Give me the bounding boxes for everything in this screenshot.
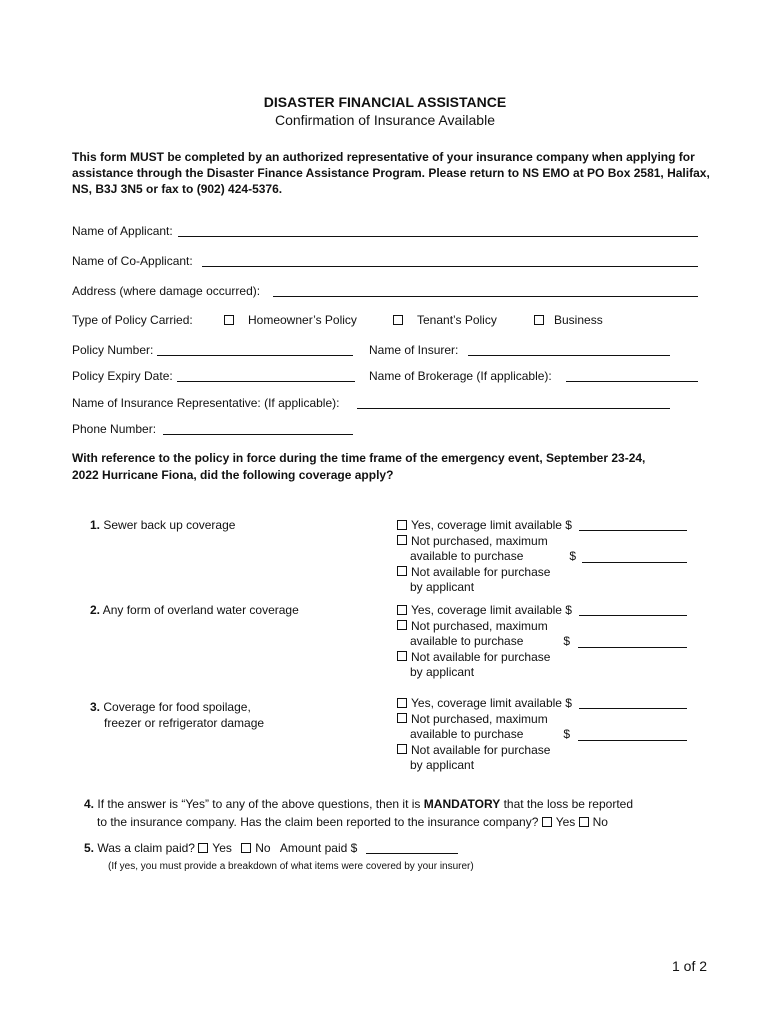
- checkbox-icon[interactable]: [397, 535, 407, 545]
- q2-not-purchased-option[interactable]: Not purchased, maximum: [397, 619, 572, 635]
- phone-field[interactable]: [163, 434, 353, 435]
- q2-options: Yes, coverage limit available $ Not purchased, maximum available to purchase $ Not available for purchase by applicant: [397, 603, 572, 681]
- q4-no-option[interactable]: No: [579, 815, 608, 829]
- homeowner-option[interactable]: Homeowner’s Policy: [224, 313, 357, 327]
- q3-yes-option[interactable]: Yes, coverage limit available $: [397, 696, 572, 712]
- question-5: 5. Was a claim paid? Yes No Amount paid $: [84, 841, 358, 855]
- question-1: 1. Sewer back up coverage: [90, 518, 236, 532]
- q5-amount-field[interactable]: [366, 853, 458, 854]
- co-applicant-label: Name of Co-Applicant:: [72, 254, 193, 268]
- policy-number-label: Policy Number:: [72, 343, 154, 357]
- co-applicant-field[interactable]: [202, 266, 698, 267]
- checkbox-icon[interactable]: [198, 843, 208, 853]
- checkbox-icon[interactable]: [393, 315, 403, 325]
- q1-options: Yes, coverage limit available $ Not purchased, maximum available to purchase $ Not available for purchase by applicant: [397, 518, 576, 596]
- intro-text: This form MUST be completed by an authorized representative of your insurance company when applying for assistance through the Disaster Finance Assistance Program. Please return to NS EMO at PO Box 2581, Halifax, NS, B3J 3N5 or fax to (902) 424-5376.: [72, 150, 710, 196]
- question-3-line-2: freezer or refrigerator damage: [104, 716, 265, 730]
- checkbox-icon[interactable]: [397, 605, 407, 615]
- checkbox-icon[interactable]: [397, 713, 407, 723]
- insurer-label: Name of Insurer:: [369, 343, 459, 357]
- q3-not-available-option[interactable]: Not available for purchase: [397, 743, 572, 759]
- checkbox-icon[interactable]: [397, 566, 407, 576]
- representative-label: Name of Insurance Representative: (If applicable):: [72, 396, 340, 410]
- q5-no-option[interactable]: No: [241, 841, 270, 855]
- policy-type-label: Type of Policy Carried:: [72, 313, 193, 327]
- brokerage-field[interactable]: [566, 381, 698, 382]
- question-5-note: (If yes, you must provide a breakdown of what items were covered by your insurer): [108, 861, 474, 872]
- question-3: 3. Coverage for food spoilage,: [90, 700, 251, 714]
- checkbox-icon[interactable]: [397, 651, 407, 661]
- business-option[interactable]: Business: [534, 313, 603, 327]
- checkbox-icon[interactable]: [397, 620, 407, 630]
- checkbox-icon[interactable]: [397, 698, 407, 708]
- question-4: 4. If the answer is “Yes” to any of the above questions, then it is MANDATORY that the loss be reported: [84, 797, 633, 811]
- q1-yes-amount[interactable]: [579, 530, 687, 531]
- form-title: DISASTER FINANCIAL ASSISTANCE: [263, 94, 507, 110]
- brokerage-label: Name of Brokerage (If applicable):: [369, 369, 552, 383]
- policy-number-field[interactable]: [157, 355, 353, 356]
- reference-line-1: With reference to the policy in force during the time frame of the emergency event, September 23-24,: [72, 451, 646, 465]
- phone-label: Phone Number:: [72, 422, 157, 436]
- q2-not-available-option[interactable]: Not available for purchase: [397, 650, 572, 666]
- applicant-field[interactable]: [178, 236, 698, 237]
- address-field[interactable]: [273, 296, 698, 297]
- q3-options: Yes, coverage limit available $ Not purchased, maximum available to purchase $ Not available for purchase by applicant: [397, 696, 572, 774]
- checkbox-icon[interactable]: [534, 315, 544, 325]
- applicant-label: Name of Applicant:: [72, 224, 173, 238]
- checkbox-icon[interactable]: [397, 744, 407, 754]
- q3-not-purchased-option[interactable]: Not purchased, maximum: [397, 712, 572, 728]
- q4-yes-option[interactable]: Yes: [542, 815, 576, 829]
- question-2: 2. Any form of overland water coverage: [90, 603, 299, 617]
- q3-yes-amount[interactable]: [579, 708, 687, 709]
- checkbox-icon[interactable]: [397, 520, 407, 530]
- representative-field[interactable]: [357, 408, 670, 409]
- q1-not-purchased-option[interactable]: Not purchased, maximum: [397, 534, 576, 550]
- checkbox-icon[interactable]: [542, 817, 552, 827]
- form-subtitle: Confirmation of Insurance Available: [275, 112, 495, 128]
- q5-yes-option[interactable]: Yes: [198, 841, 232, 855]
- checkbox-icon[interactable]: [224, 315, 234, 325]
- checkbox-icon[interactable]: [241, 843, 251, 853]
- q1-yes-option[interactable]: Yes, coverage limit available $: [397, 518, 576, 534]
- reference-line-2: 2022 Hurricane Fiona, did the following coverage apply?: [72, 468, 394, 482]
- expiry-field[interactable]: [177, 381, 355, 382]
- insurer-field[interactable]: [468, 355, 670, 356]
- address-label: Address (where damage occurred):: [72, 284, 261, 298]
- q2-yes-option[interactable]: Yes, coverage limit available $: [397, 603, 572, 619]
- q2-available-amount[interactable]: [578, 647, 687, 648]
- q1-not-available-option[interactable]: Not available for purchase: [397, 565, 576, 581]
- q1-available-amount[interactable]: [582, 562, 687, 563]
- checkbox-icon[interactable]: [579, 817, 589, 827]
- question-4-line-2: to the insurance company. Has the claim been reported to the insurance company? Yes No: [97, 815, 608, 829]
- expiry-label: Policy Expiry Date:: [72, 369, 173, 383]
- page-number: 1 of 2: [672, 958, 708, 974]
- tenant-option[interactable]: Tenant’s Policy: [393, 313, 497, 327]
- q3-available-amount[interactable]: [578, 740, 687, 741]
- q2-yes-amount[interactable]: [579, 615, 687, 616]
